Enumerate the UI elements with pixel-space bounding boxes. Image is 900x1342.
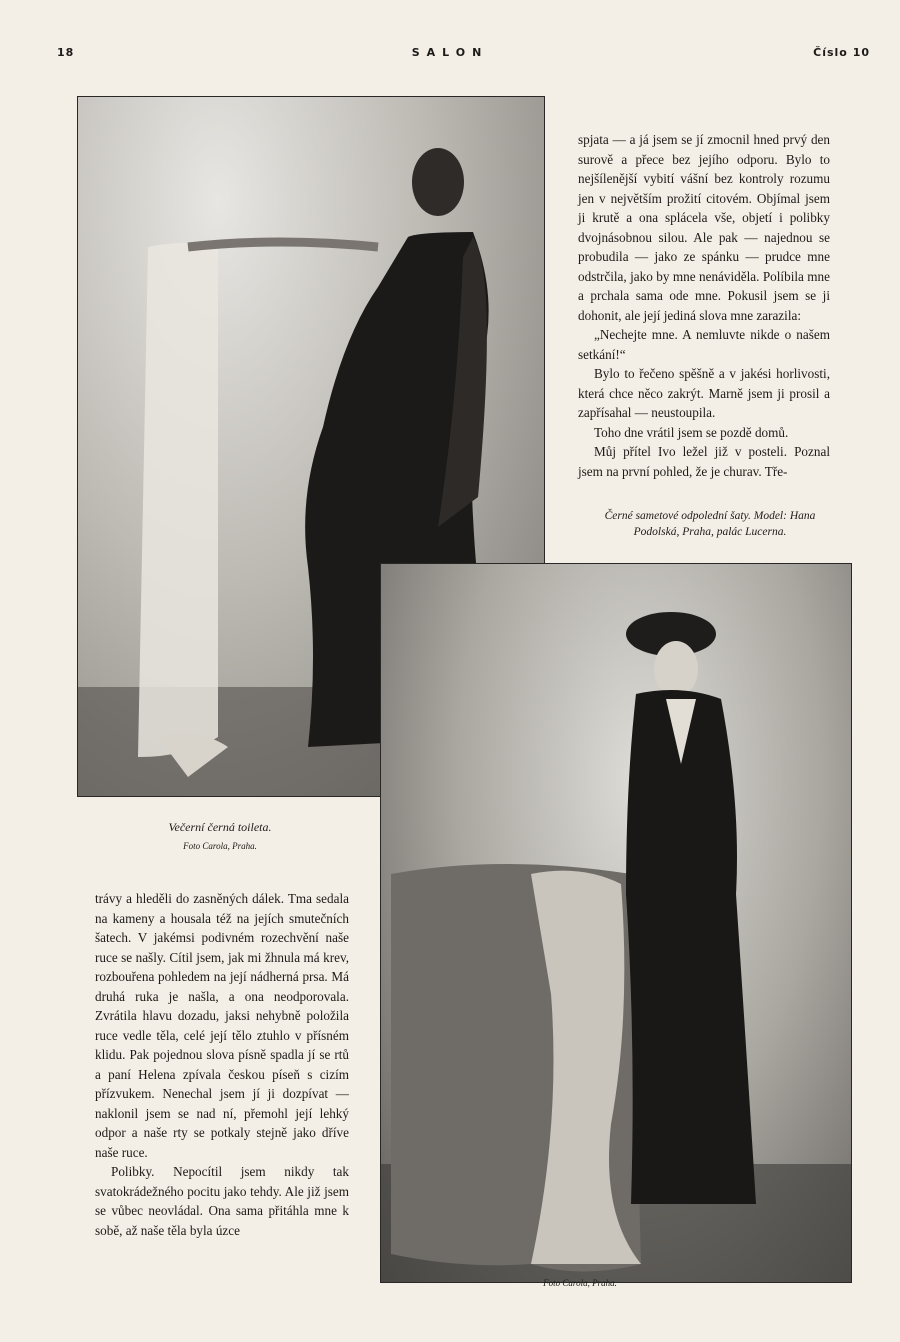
paragraph: Toho dne vrátil jsem se pozdě domů. bbox=[594, 424, 789, 440]
photo-afternoon-dress bbox=[380, 563, 852, 1283]
issue-number: Číslo 10 bbox=[813, 46, 870, 59]
text-column-top-right bbox=[578, 130, 830, 481]
photo-credit-bottom: Foto Carola, Praha. bbox=[543, 1278, 617, 1288]
paragraph: spjata — a já jsem se jí zmocnil hned prvý den surově a přece bez jejího odporu. Bylo to nejšílenější vybití vášní bez kontroly rozumu jen v největším prožití citovém. Objímal jsem ji krutě a ona splácela vše, objetí i polibky dvojnásobnou silou. Ale pak — najednou se probudila — jako ze spánku — prudce mne odstrčila, jako by mne nenáviděla. Políbila mne a prchala sama ode mne. Pokusil jsem se ji dohonit, ale její jediná slova mne zarazila: bbox=[578, 132, 830, 323]
caption-evening-gown: Večerní černá toileta. bbox=[168, 820, 272, 834]
magazine-title: SALON bbox=[411, 46, 489, 59]
text-column-bottom-left bbox=[95, 889, 349, 1240]
photo-credit-left: Foto Carola, Praha. bbox=[183, 841, 257, 851]
paragraph: „Nechejte mne. A nemluvte nikde o našem setkání!“ bbox=[578, 327, 830, 362]
paragraph: Bylo to řečeno spěšně a v jakési horlivosti, která chce něco zakrýt. Marně jsem ji prosil a zapřísahal — neustoupila. bbox=[578, 366, 830, 420]
paragraph: Polibky. Nepocítil jsem nikdy tak svatokrádežného pocitu jako tehdy. Ale již jsem se vůbec neovládal. Ona sama přitáhla mne k sobě, až naše těla byla úzce bbox=[95, 1164, 349, 1238]
paragraph: Můj přítel Ivo ležel již v posteli. Poznal jsem na první pohled, že je churav. Tře- bbox=[578, 444, 830, 479]
photo-afternoon-dress-illustration bbox=[381, 564, 851, 1282]
page-number: 18 bbox=[57, 46, 75, 59]
paragraph: trávy a hleděli do zasněných dálek. Tma sedala na kameny a housala též na jejích smutečních šatech. V jakémsi podivném rozechvění naše ruce se našly. Cítil jsem, jak mi žhnula má krev, rozbouřena pohledem na její nádherná prsa. Má druhá ruka je našla, a ona neodporovala. Zvrátila hlavu dozadu, jaksi nehybně položila ruce vedle těla, celé její tělo ztuhlo v přísném klidu. Pak pojednou slova písně spadla jí se rtů a paní Helena zpívala českou píseň s cizím přízvukem. Nenechal jsem jí ji dozpívat — naklonil jsem se nad ní, přemohl její lehký odpor a naše rty se potkaly stejně jako dříve naše ruce. bbox=[95, 891, 349, 1160]
caption-afternoon-dress: Černé sametové odpolední šaty. Model: Hana Podolská, Praha, palác Lucerna. bbox=[604, 510, 816, 538]
